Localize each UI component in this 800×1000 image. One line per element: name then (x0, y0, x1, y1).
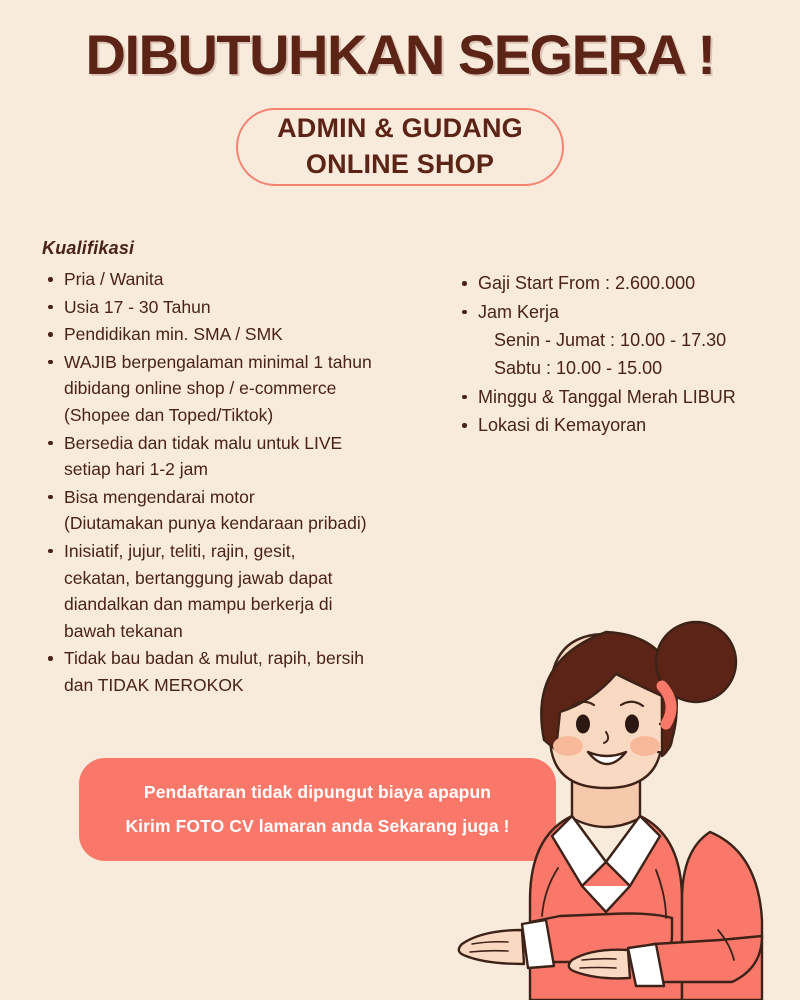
list-item (42, 321, 442, 348)
list-item (456, 270, 786, 298)
holiday-text: Minggu & Tanggal Merah LIBUR (478, 386, 736, 407)
list-item-continuation: cekatan, bertanggung jawab dapat (64, 567, 333, 588)
list-item-text: Bersedia dan tidak malu untuk LIVE (64, 432, 343, 453)
job-title-line-2: ONLINE SHOP (305, 149, 495, 179)
job-details-section (456, 270, 786, 441)
application-callout (79, 758, 556, 861)
list-item-text: Bisa mengendarai motor (64, 486, 255, 507)
list-item-continuation: setiap hari 1-2 jam (64, 459, 208, 480)
callout-line-2: Kirim FOTO CV lamaran anda Sekarang juga ! (125, 816, 510, 836)
list-item (42, 645, 442, 698)
qualifications-heading: Kualifikasi (42, 238, 135, 258)
list-item-continuation: dan TIDAK MEROKOK (64, 674, 244, 695)
qualifications-list (42, 266, 442, 699)
list-item-text: Usia 17 - 30 Tahun (64, 296, 211, 317)
job-title-line-1: ADMIN & GUDANG (277, 113, 523, 144)
list-item-text: Inisiatif, jujur, teliti, rajin, gesit, (64, 540, 296, 561)
qualifications-section (42, 238, 442, 700)
job-details-list (456, 270, 786, 440)
location-text: Lokasi di Kemayoran (478, 415, 647, 436)
work-hours-weekday: Senin - Jumat : 10.00 - 17.30 (494, 329, 727, 350)
list-item (456, 412, 786, 440)
list-item (42, 430, 442, 483)
work-hours-saturday: Sabtu : 10.00 - 15.00 (494, 357, 663, 378)
list-item (42, 266, 442, 293)
callout-line-1: Pendaftaran tidak dipungut biaya apapun (143, 782, 492, 802)
list-item-text: Tidak bau badan & mulut, rapih, bersih (64, 648, 364, 669)
list-item (456, 299, 786, 383)
list-item-text: Pria / Wanita (64, 269, 164, 289)
list-item-continuation: (Shopee dan Toped/Tiktok) (64, 404, 274, 425)
list-item-continuation: dibidang online shop / e-commerce (64, 378, 337, 399)
list-item (42, 538, 442, 644)
list-item (42, 484, 442, 537)
list-item-text: Pendidikan min. SMA / SMK (64, 324, 283, 345)
list-item (456, 384, 786, 412)
list-item (42, 349, 442, 429)
salary-text: Gaji Start From : 2.600.000 (478, 273, 696, 293)
list-item-text: WAJIB berpengalaman minimal 1 tahun (64, 351, 372, 372)
job-title-pill (236, 108, 564, 186)
page-title: DIBUTUHKAN SEGERA ! (85, 23, 715, 86)
list-item-continuation: diandalkan dan mampu berkerja di (64, 594, 333, 615)
list-item-continuation: (Diutamakan punya kendaraan pribadi) (64, 513, 367, 534)
list-item-continuation: bawah tekanan (64, 620, 183, 641)
list-item (42, 294, 442, 321)
work-hours-label: Jam Kerja (478, 301, 560, 322)
